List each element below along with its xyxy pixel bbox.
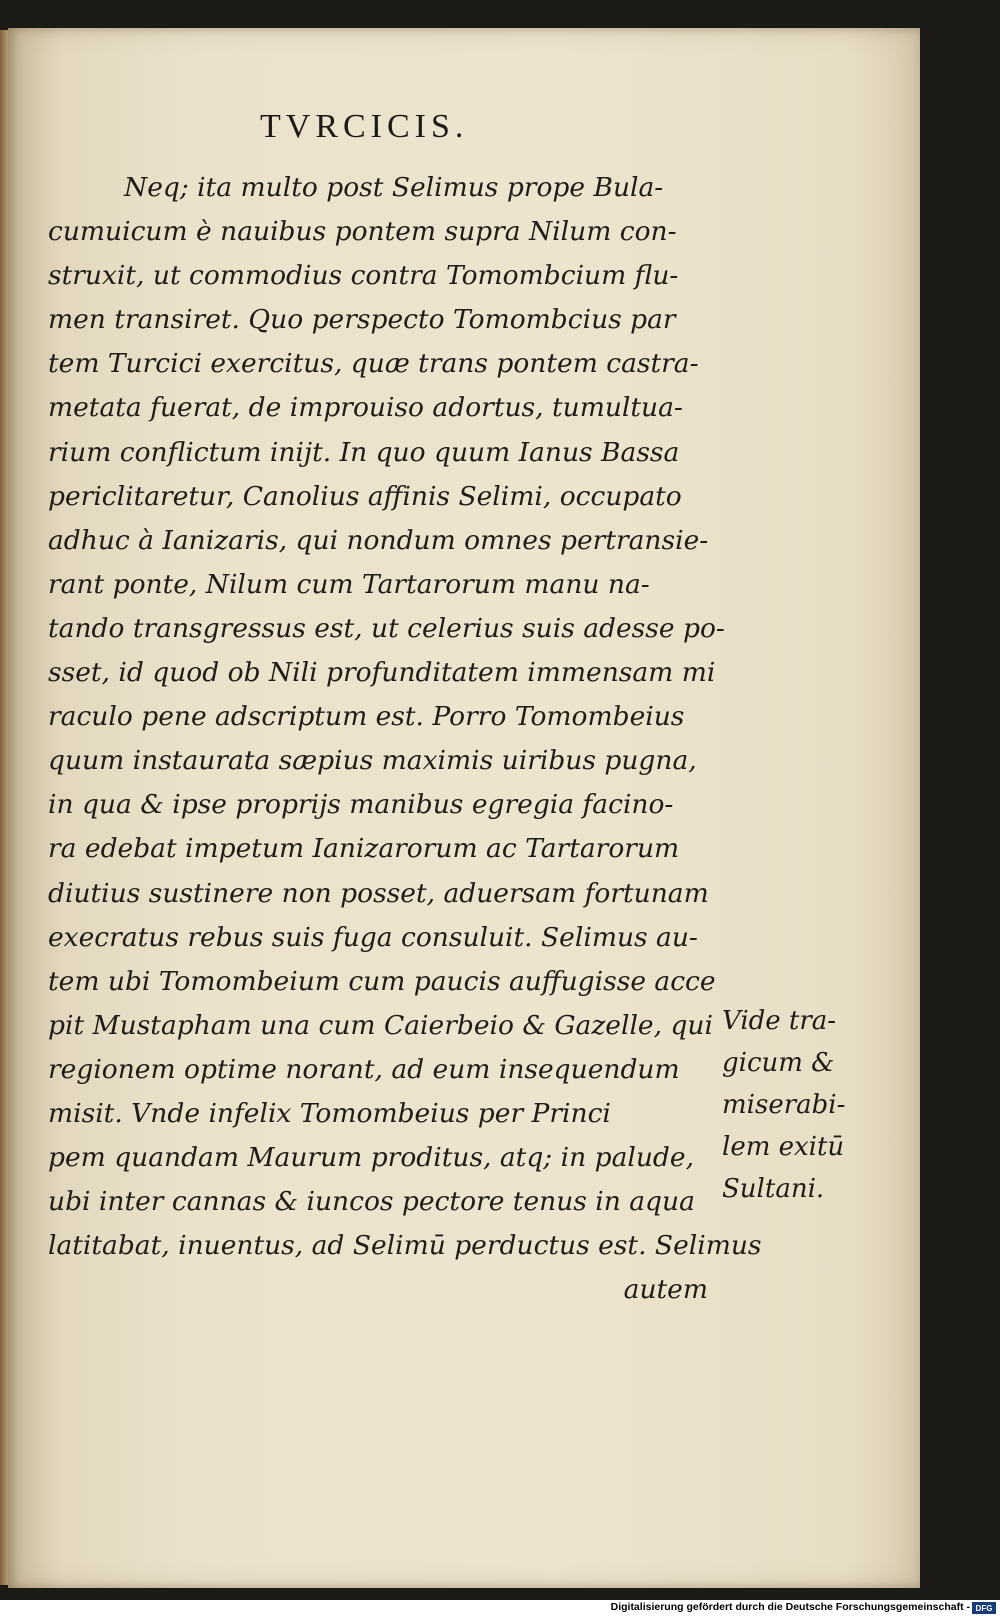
text-line: execratus rebus suis fuga consuluit. Selimus au- <box>48 921 698 953</box>
text-line: misit. Vnde infelix Tomombeius per Princi <box>48 1097 611 1129</box>
text-line: diutius sustinere non posset, aduersam fortunam <box>48 877 709 909</box>
funding-credit: Digitalisierung gefördert durch die Deutsche Forschungsgemeinschaft - <box>610 1601 970 1613</box>
text-line: regionem optime norant, ad eum insequendum <box>48 1053 680 1085</box>
text-line: metata fuerat, de improuiso adortus, tumultua- <box>48 392 683 424</box>
text-line: rium conflictum inijt. In quo quum Ianus Bassa <box>48 436 680 468</box>
text-line: sset, id quod ob Nili profunditatem immensam mi <box>48 657 716 689</box>
text-line: cumuicum è nauibus pontem supra Nilum con- <box>48 216 677 248</box>
marginal-line: gicum & <box>722 1048 835 1078</box>
catchword: autem <box>623 1274 708 1306</box>
text-line: pem quandam Maurum proditus, atq; in palude, <box>48 1142 694 1174</box>
text-line: tem ubi Tomombeium cum paucis auffugisse acce <box>48 965 716 997</box>
text-line: struxit, ut commodius contra Tomombcium flu- <box>48 260 679 292</box>
text-line: Neq; ita multo post Selimus prope Bula- <box>124 172 664 203</box>
text-line: periclitaretur, Canolius affinis Selimi, occupato <box>48 480 682 512</box>
marginal-line: lem exitū <box>722 1132 845 1162</box>
dfg-logo: DFG <box>972 1602 996 1614</box>
book-page-edge <box>0 30 8 1585</box>
text-line: in qua & ipse proprijs manibus egregia facino- <box>48 789 674 821</box>
text-line: ubi inter cannas & iuncos pectore tenus in aqua <box>48 1186 695 1218</box>
marginal-line: Vide tra- <box>722 1006 837 1036</box>
text-line: rant ponte, Nilum cum Tartarorum manu na- <box>48 568 650 600</box>
text-line: latitabat, inuentus, ad Selimū perductus est. Selimus <box>48 1230 762 1262</box>
text-line: tem Turcici exercitus, quæ trans pontem castra- <box>48 348 699 380</box>
text-line: ra edebat impetum Ianizarorum ac Tartarorum <box>48 833 680 865</box>
marginal-line: miserabi- <box>722 1090 846 1120</box>
marginal-line: Sultani. <box>722 1174 825 1204</box>
text-line: adhuc à Ianizaris, qui nondum omnes pertransie- <box>48 524 709 556</box>
main-text <box>48 166 762 1312</box>
text-line: raculo pene adscriptum est. Porro Tomombeius <box>48 701 685 733</box>
text-line: men transiret. Quo perspecto Tomombcius par <box>48 304 676 336</box>
running-head: TVRCICIS. <box>260 108 469 145</box>
text-line: quum instaurata sæpius maximis uiribus pugna, <box>48 745 697 777</box>
text-line: tando transgressus est, ut celerius suis adesse po- <box>48 612 725 644</box>
text-line: pit Mustapham una cum Caierbeio & Gazelle, qui <box>48 1009 713 1041</box>
marginal-note <box>722 1000 882 1210</box>
